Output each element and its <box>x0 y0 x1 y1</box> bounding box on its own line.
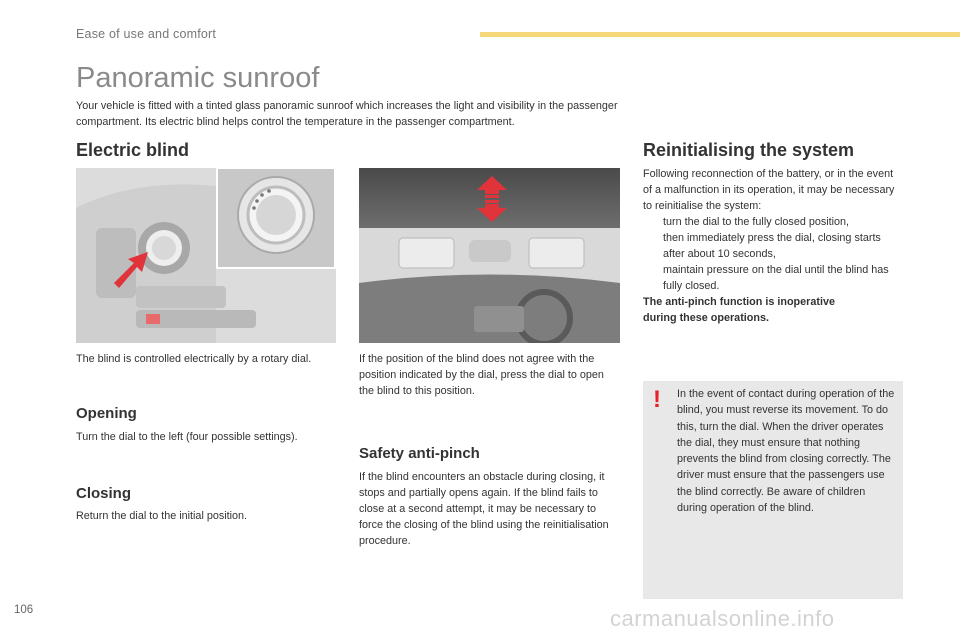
watermark: carmanualsonline.info <box>610 606 835 631</box>
list-item: maintain pressure on the dial until the blind has fully closed. <box>663 264 889 292</box>
warning-icon: ! <box>653 386 661 413</box>
warning-text: In the event of contact during operation of the blind, you must reverse its movement. To do this, turn the dial. When the driver operates the dial, they must ensure that nothing prevents the blind from closing correctly. The driver must ensure that the passengers use the blind correctly. Be aware of children during operation of the blind. <box>677 388 895 515</box>
list-item: then immediately press the dial, closing starts after about 10 seconds, <box>663 232 881 260</box>
anti-pinch-note: The anti-pinch function is inoperative during these operations. <box>643 296 835 324</box>
page-number: 106 <box>14 604 34 616</box>
closing-text: Return the dial to the initial position. <box>76 510 248 522</box>
opening-text: Turn the dial to the left (four possible settings). <box>76 431 298 443</box>
reinitialising-steps <box>643 214 905 294</box>
reinitialising-heading: Reinitialising the system <box>643 140 855 160</box>
electric-blind-heading: Electric blind <box>76 140 190 160</box>
intro-text: Your vehicle is fitted with a tinted glass panoramic sunroof which increases the light and visibility in the passenger compartment. Its electric blind helps control the temperature in the passenger compartment. <box>76 100 618 128</box>
dial-location-illustration <box>76 168 336 343</box>
safety-anti-pinch-text: If the blind encounters an obstacle during closing, it stops and partially opens again. If the blind fails to close at a second attempt, it may be necessary to force the closing of the blind using the reinitialisation procedure. <box>359 471 609 547</box>
list-item: turn the dial to the fully closed position, <box>663 216 850 228</box>
opening-heading: Opening <box>76 405 137 422</box>
section-header: Ease of use and comfort <box>76 27 217 41</box>
safety-anti-pinch-heading: Safety anti-pinch <box>359 445 480 462</box>
reinitialising-intro: Following reconnection of the battery, or in the event of a malfunction in its operation, it may be necessary to reinitialise the system: <box>643 168 895 212</box>
header-accent-bar <box>480 32 960 37</box>
blind-description: The blind is controlled electrically by a rotary dial. <box>76 353 312 365</box>
position-text: If the position of the blind does not agree with the position indicated by the dial, press the dial to open the blind to this position. <box>359 353 604 397</box>
sunroof-interior-illustration <box>359 168 620 343</box>
closing-heading: Closing <box>76 485 131 502</box>
page-title: Panoramic sunroof <box>76 62 320 94</box>
